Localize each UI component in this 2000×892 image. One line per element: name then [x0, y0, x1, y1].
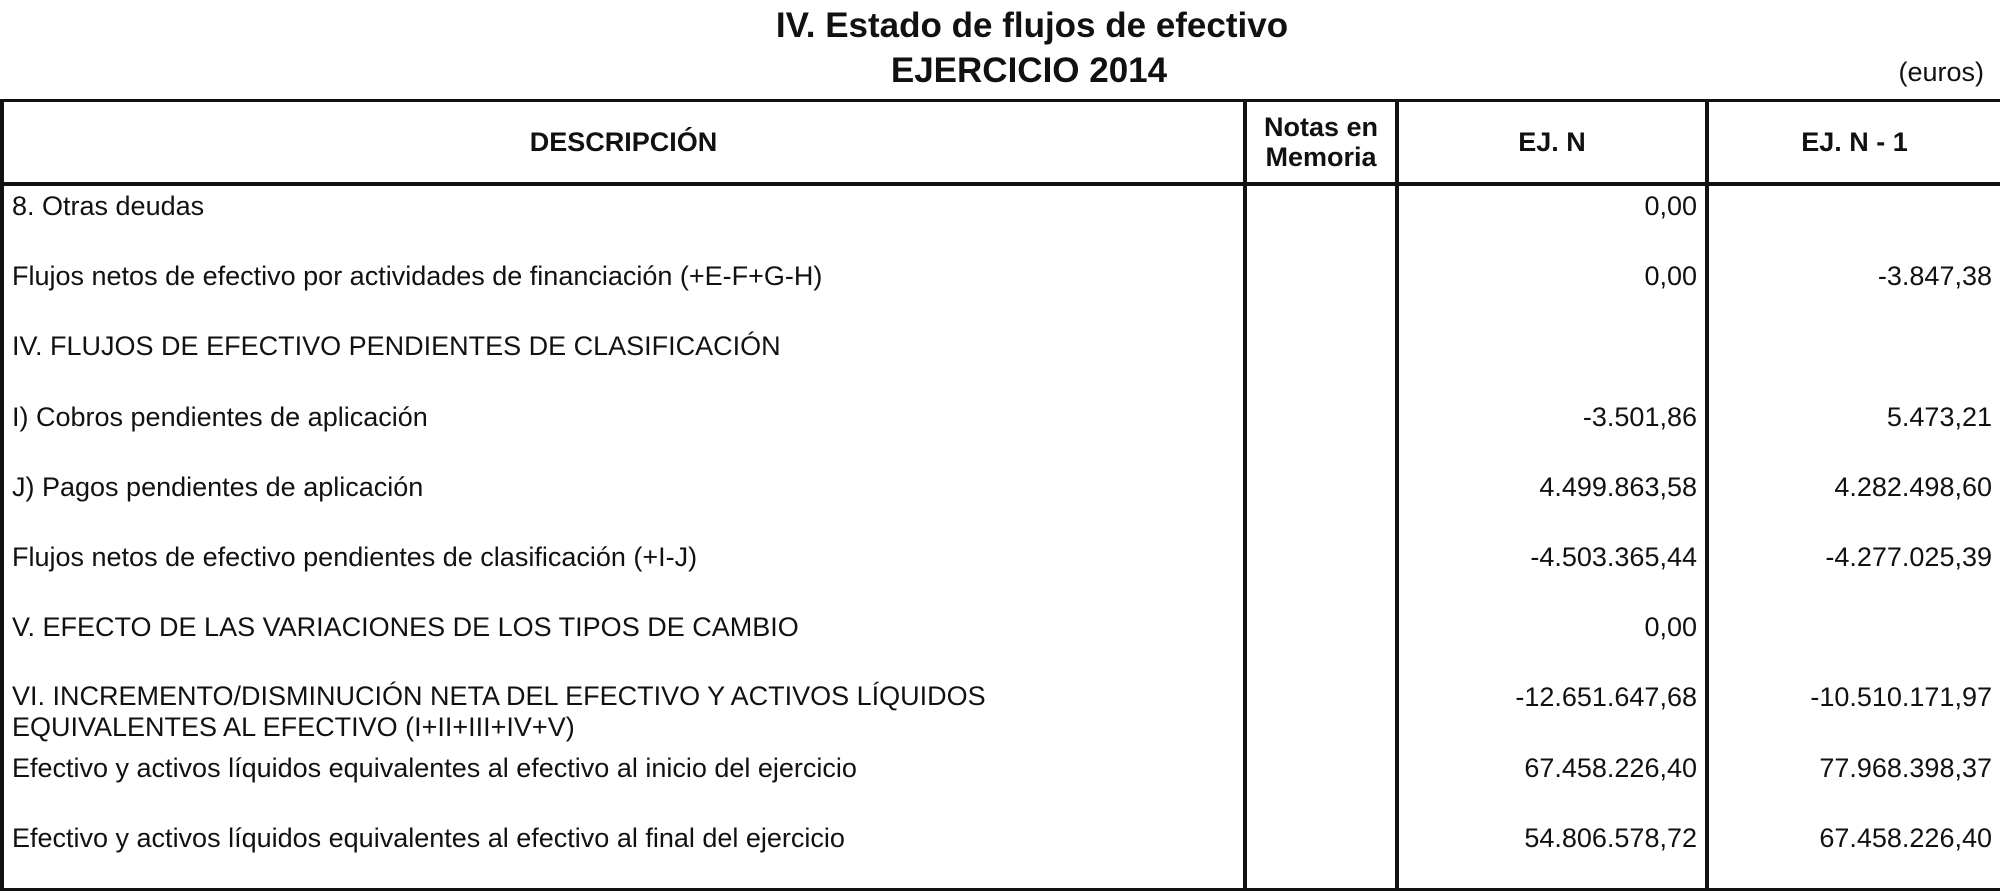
- table-row: [2, 677, 2000, 747]
- row-amount-ej-n-1: -10.510.171,97: [1707, 677, 2000, 747]
- row-amount-ej-n: 0,00: [1397, 607, 1707, 677]
- table-row: [2, 748, 2000, 818]
- table-body: [2, 184, 2000, 890]
- table-row: [2, 818, 2000, 890]
- row-description-line: Flujos netos de efectivo pendientes de clasificación (+I-J): [12, 541, 698, 572]
- row-description-line: IV. FLUJOS DE EFECTIVO PENDIENTES DE CLASIFICACIÓN: [12, 331, 781, 362]
- row-description-line: VI. INCREMENTO/DISMINUCIÓN NETA DEL EFECTIVO Y ACTIVOS LÍQUIDOS: [12, 681, 986, 712]
- column-header-description: DESCRIPCIÓN: [2, 101, 1245, 185]
- row-amount-ej-n: -3.501,86: [1397, 397, 1707, 467]
- row-notes: [1245, 467, 1397, 537]
- row-amount-ej-n: [1397, 326, 1707, 396]
- row-amount-ej-n-1: [1707, 184, 2000, 256]
- row-amount-ej-n: 67.458.226,40: [1397, 748, 1707, 818]
- table-row: [2, 537, 2000, 607]
- row-description: [2, 677, 1245, 747]
- currency-units-label: (euros): [1898, 57, 1984, 87]
- row-amount-ej-n: -12.651.647,68: [1397, 677, 1707, 747]
- row-amount-ej-n: 4.499.863,58: [1397, 467, 1707, 537]
- row-description: [2, 537, 1245, 607]
- row-description: [2, 256, 1245, 326]
- row-description: [2, 748, 1245, 818]
- row-description: [2, 397, 1245, 467]
- cash-flow-table: [0, 99, 2000, 891]
- table-row: [2, 184, 2000, 256]
- row-amount-ej-n: 54.806.578,72: [1397, 818, 1707, 890]
- row-notes: [1245, 677, 1397, 747]
- column-header-ej-n-1: EJ. N - 1: [1707, 101, 2000, 185]
- row-description-line: Efectivo y activos líquidos equivalentes al efectivo al inicio del ejercicio: [12, 752, 857, 783]
- row-amount-ej-n-1: 4.282.498,60: [1707, 467, 2000, 537]
- row-amount-ej-n: -4.503.365,44: [1397, 537, 1707, 607]
- row-amount-ej-n-1: 67.458.226,40: [1707, 818, 2000, 890]
- table-row: [2, 397, 2000, 467]
- fiscal-year-title: EJERCICIO 2014: [890, 51, 1168, 90]
- row-amount-ej-n-1: [1707, 326, 2000, 396]
- column-header-ej-n: EJ. N: [1397, 101, 1707, 185]
- table-row: [2, 256, 2000, 326]
- row-amount-ej-n-1: -3.847,38: [1707, 256, 2000, 326]
- row-amount-ej-n-1: 77.968.398,37: [1707, 748, 2000, 818]
- row-notes: [1245, 537, 1397, 607]
- row-notes: [1245, 256, 1397, 326]
- row-notes: [1245, 748, 1397, 818]
- row-description-line: 8. Otras deudas: [12, 191, 205, 221]
- row-description: [2, 326, 1245, 396]
- row-description-line: V. EFECTO DE LAS VARIACIONES DE LOS TIPOS DE CAMBIO: [12, 612, 799, 643]
- row-notes: [1245, 397, 1397, 467]
- column-header-notes: [1245, 101, 1397, 185]
- row-notes: [1245, 326, 1397, 396]
- row-description-line: J) Pagos pendientes de aplicación: [12, 471, 424, 502]
- row-amount-ej-n: 0,00: [1397, 256, 1707, 326]
- row-description-line: Efectivo y activos líquidos equivalentes al efectivo al final del ejercicio: [12, 822, 845, 853]
- row-amount-ej-n-1: -4.277.025,39: [1707, 537, 2000, 607]
- row-notes: [1245, 184, 1397, 256]
- row-description: [2, 467, 1245, 537]
- row-description-line: Flujos netos de efectivo por actividades de financiación (+E-F+G-H): [12, 261, 823, 292]
- table-row: [2, 467, 2000, 537]
- table-header-row: [2, 101, 2000, 185]
- page-title: IV. Estado de flujos de efectivo: [775, 6, 1289, 45]
- row-notes: [1245, 818, 1397, 890]
- row-description-line: EQUIVALENTES AL EFECTIVO (I+II+III+IV+V): [12, 712, 575, 743]
- row-description-line: I) Cobros pendientes de aplicación: [12, 401, 428, 432]
- table-row: [2, 326, 2000, 396]
- row-amount-ej-n-1: 5.473,21: [1707, 397, 2000, 467]
- row-amount-ej-n: 0,00: [1397, 184, 1707, 256]
- row-description: [2, 184, 1245, 256]
- column-header-notes-line1: Notas en: [1263, 112, 1379, 142]
- row-notes: [1245, 607, 1397, 677]
- table-row: [2, 607, 2000, 677]
- column-header-notes-line2: Memoria: [1265, 142, 1377, 172]
- row-description: [2, 818, 1245, 890]
- row-amount-ej-n-1: [1707, 607, 2000, 677]
- row-description: [2, 607, 1245, 677]
